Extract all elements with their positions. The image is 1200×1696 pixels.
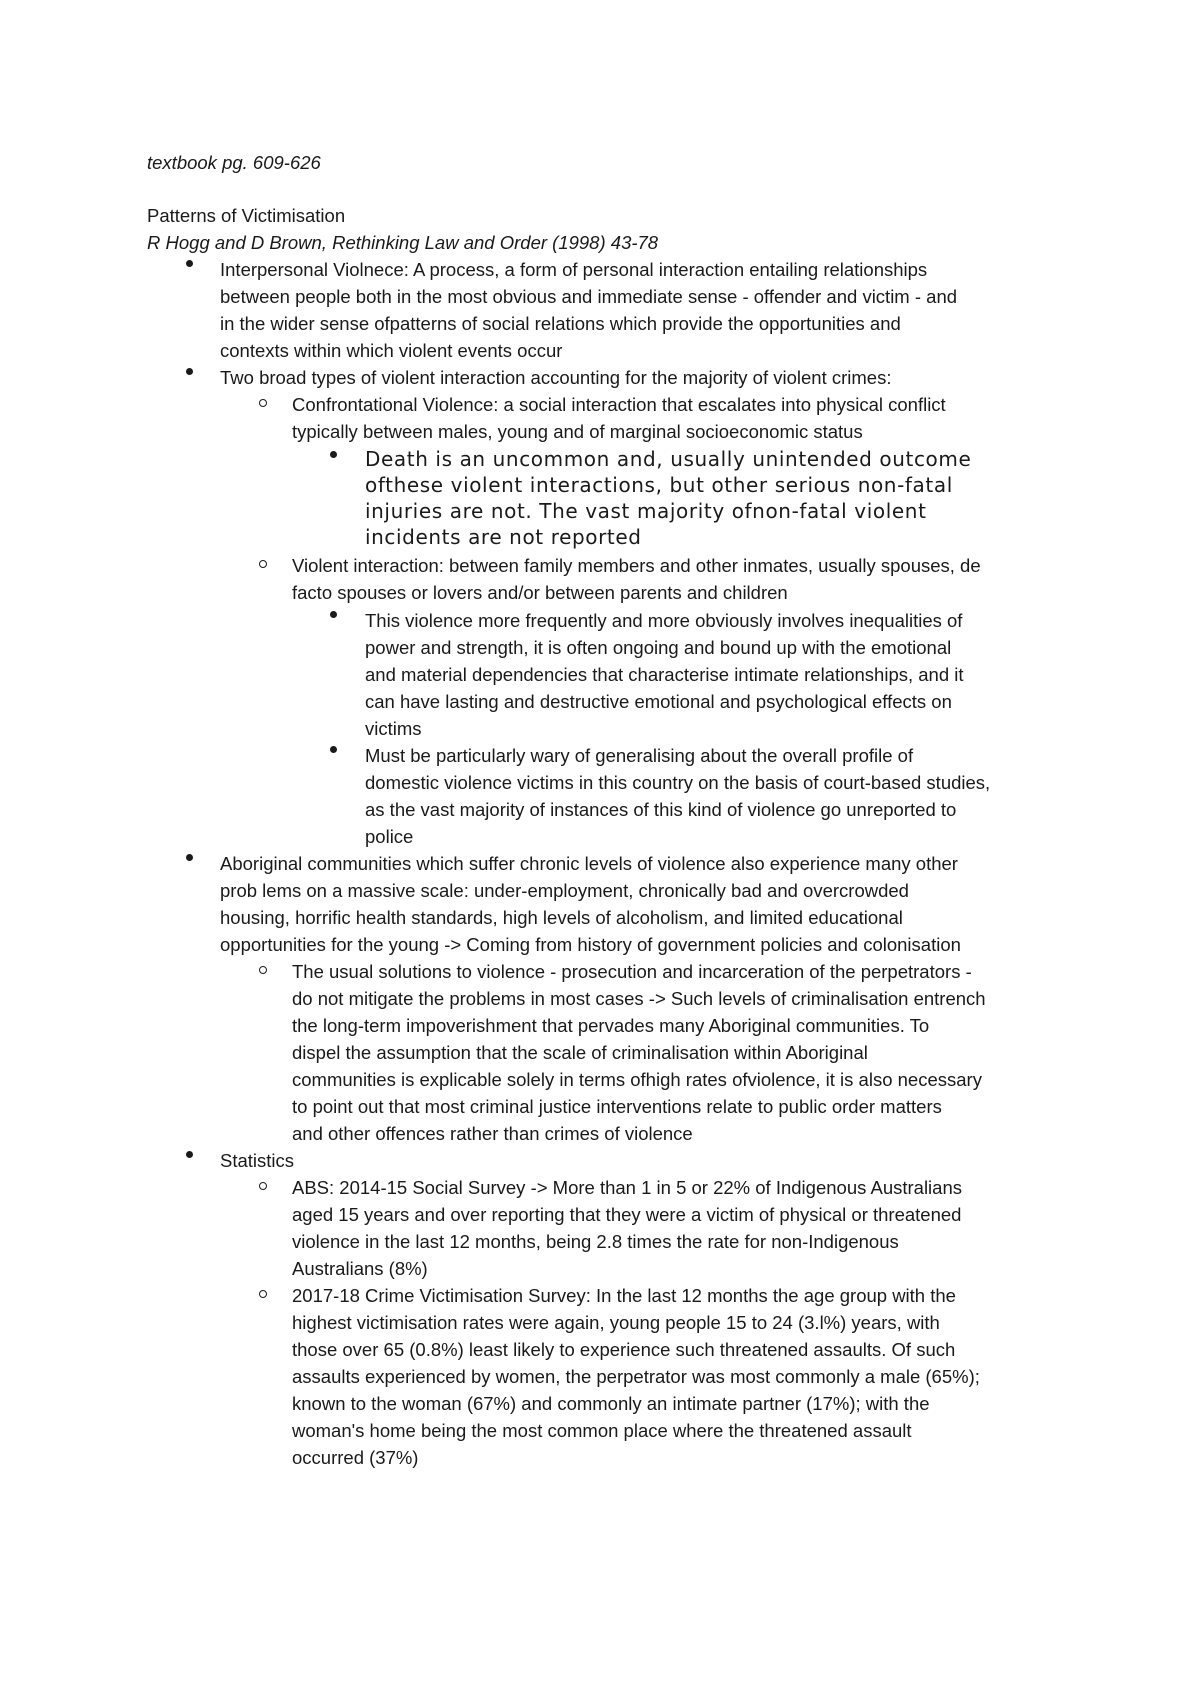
list-item-line: victims	[365, 718, 422, 739]
circle-bullet-icon	[259, 966, 267, 974]
circle-bullet-icon	[259, 1290, 267, 1298]
list-item-line: assaults experienced by women, the perpetrator was most commonly a male (65%);	[292, 1366, 980, 1387]
list-item-line: opportunities for the young -> Coming from history of government policies and colonisation	[220, 934, 961, 955]
list-item-line: ofthese violent interactions, but other serious non-fatal	[365, 473, 953, 497]
bullet-icon	[186, 260, 193, 267]
bullet-icon	[186, 1151, 193, 1158]
list-item-line: injuries are not. The vast majority ofnon-fatal violent	[365, 499, 927, 523]
list-item-line: can have lasting and destructive emotional and psychological effects on	[365, 691, 952, 712]
bullet-icon	[186, 368, 193, 375]
section-heading: Patterns of Victimisation	[147, 205, 346, 226]
list-item-line: prob lems on a massive scale: under-employment, chronically bad and overcrowded	[220, 880, 909, 901]
list-item-line: the long-term impoverishment that pervades many Aboriginal communities. To	[292, 1015, 930, 1036]
list-item-line: This violence more frequently and more obviously involves inequalities of	[365, 610, 963, 631]
list-item-line: aged 15 years and over reporting that they were a victim of physical or threatened	[292, 1204, 962, 1225]
list-item-line: those over 65 (0.8%) least likely to experience such threatened assaults. Of such	[292, 1339, 956, 1360]
list-item-line: housing, horrific health standards, high levels of alcoholism, and limited educational	[220, 907, 903, 928]
textbook-reference: textbook pg. 609-626	[147, 152, 321, 173]
list-item-line: Must be particularly wary of generalising about the overall profile of	[365, 745, 914, 766]
bullet-icon	[186, 854, 193, 861]
list-item-line: Australians (8%)	[292, 1258, 428, 1279]
bullet-icon	[330, 746, 337, 753]
list-item-line: police	[365, 826, 414, 847]
list-item-line: ABS: 2014-15 Social Survey -> More than 1 in 5 or 22% of Indigenous Australians	[292, 1177, 962, 1198]
list-item-line: Violent interaction: between family members and other inmates, usually spouses, de	[292, 555, 981, 576]
list-item-line: Statistics	[220, 1150, 295, 1171]
list-item-line: communities is explicable solely in terms ofhigh rates ofviolence, it is also necessary	[292, 1069, 982, 1090]
list-item-line: to point out that most criminal justice interventions relate to public order matters	[292, 1096, 942, 1117]
list-item-line: typically between males, young and of marginal socioeconomic status	[292, 421, 863, 442]
citation: R Hogg and D Brown, Rethinking Law and Order (1998) 43-78	[147, 232, 659, 253]
list-item-line: Death is an uncommon and, usually unintended outcome	[365, 447, 972, 471]
circle-bullet-icon	[259, 399, 267, 407]
list-item-line: power and strength, it is often ongoing and bound up with the emotional	[365, 637, 952, 658]
list-item-line: 2017-18 Crime Victimisation Survey: In the last 12 months the age group with the	[292, 1285, 956, 1306]
list-item-line: violence in the last 12 months, being 2.8 times the rate for non-Indigenous	[292, 1231, 899, 1252]
list-item-line: in the wider sense ofpatterns of social relations which provide the opportunities and	[220, 313, 901, 334]
bullet-icon	[330, 451, 337, 458]
bullet-icon	[330, 611, 337, 618]
list-item-line: incidents are not reported	[365, 525, 642, 549]
list-item-line: occurred (37%)	[292, 1447, 419, 1468]
list-item-line: between people both in the most obvious and immediate sense - offender and victim - and	[220, 286, 958, 307]
list-item-line: and other offences rather than crimes of violence	[292, 1123, 693, 1144]
circle-bullet-icon	[259, 560, 267, 568]
list-item-line: highest victimisation rates were again, young people 15 to 24 (3.l%) years, with	[292, 1312, 940, 1333]
list-item-line: Aboriginal communities which suffer chronic levels of violence also experience many other	[220, 853, 958, 874]
circle-bullet-icon	[259, 1182, 267, 1190]
list-item-line: as the vast majority of instances of this kind of violence go unreported to	[365, 799, 957, 820]
list-item-line: facto spouses or lovers and/or between parents and children	[292, 582, 788, 603]
list-item-line: domestic violence victims in this country on the basis of court-based studies,	[365, 772, 991, 793]
list-item-line: and material dependencies that characterise intimate relationships, and it	[365, 664, 964, 685]
list-item-line: Confrontational Violence: a social interaction that escalates into physical conflict	[292, 394, 946, 415]
list-item-line: The usual solutions to violence - prosecution and incarceration of the perpetrators -	[292, 961, 972, 982]
list-item-line: woman's home being the most common place where the threatened assault	[292, 1420, 912, 1441]
list-item-line: dispel the assumption that the scale of criminalisation within Aboriginal	[292, 1042, 868, 1063]
list-item-line: Two broad types of violent interaction accounting for the majority of violent crimes:	[220, 367, 892, 388]
list-item-line: contexts within which violent events occur	[220, 340, 563, 361]
list-item-line: Interpersonal Violnece: A process, a form of personal interaction entailing relationships	[220, 259, 928, 280]
list-item-line: do not mitigate the problems in most cases -> Such levels of criminalisation entrench	[292, 988, 986, 1009]
list-item-line: known to the woman (67%) and commonly an intimate partner (17%); with the	[292, 1393, 930, 1414]
